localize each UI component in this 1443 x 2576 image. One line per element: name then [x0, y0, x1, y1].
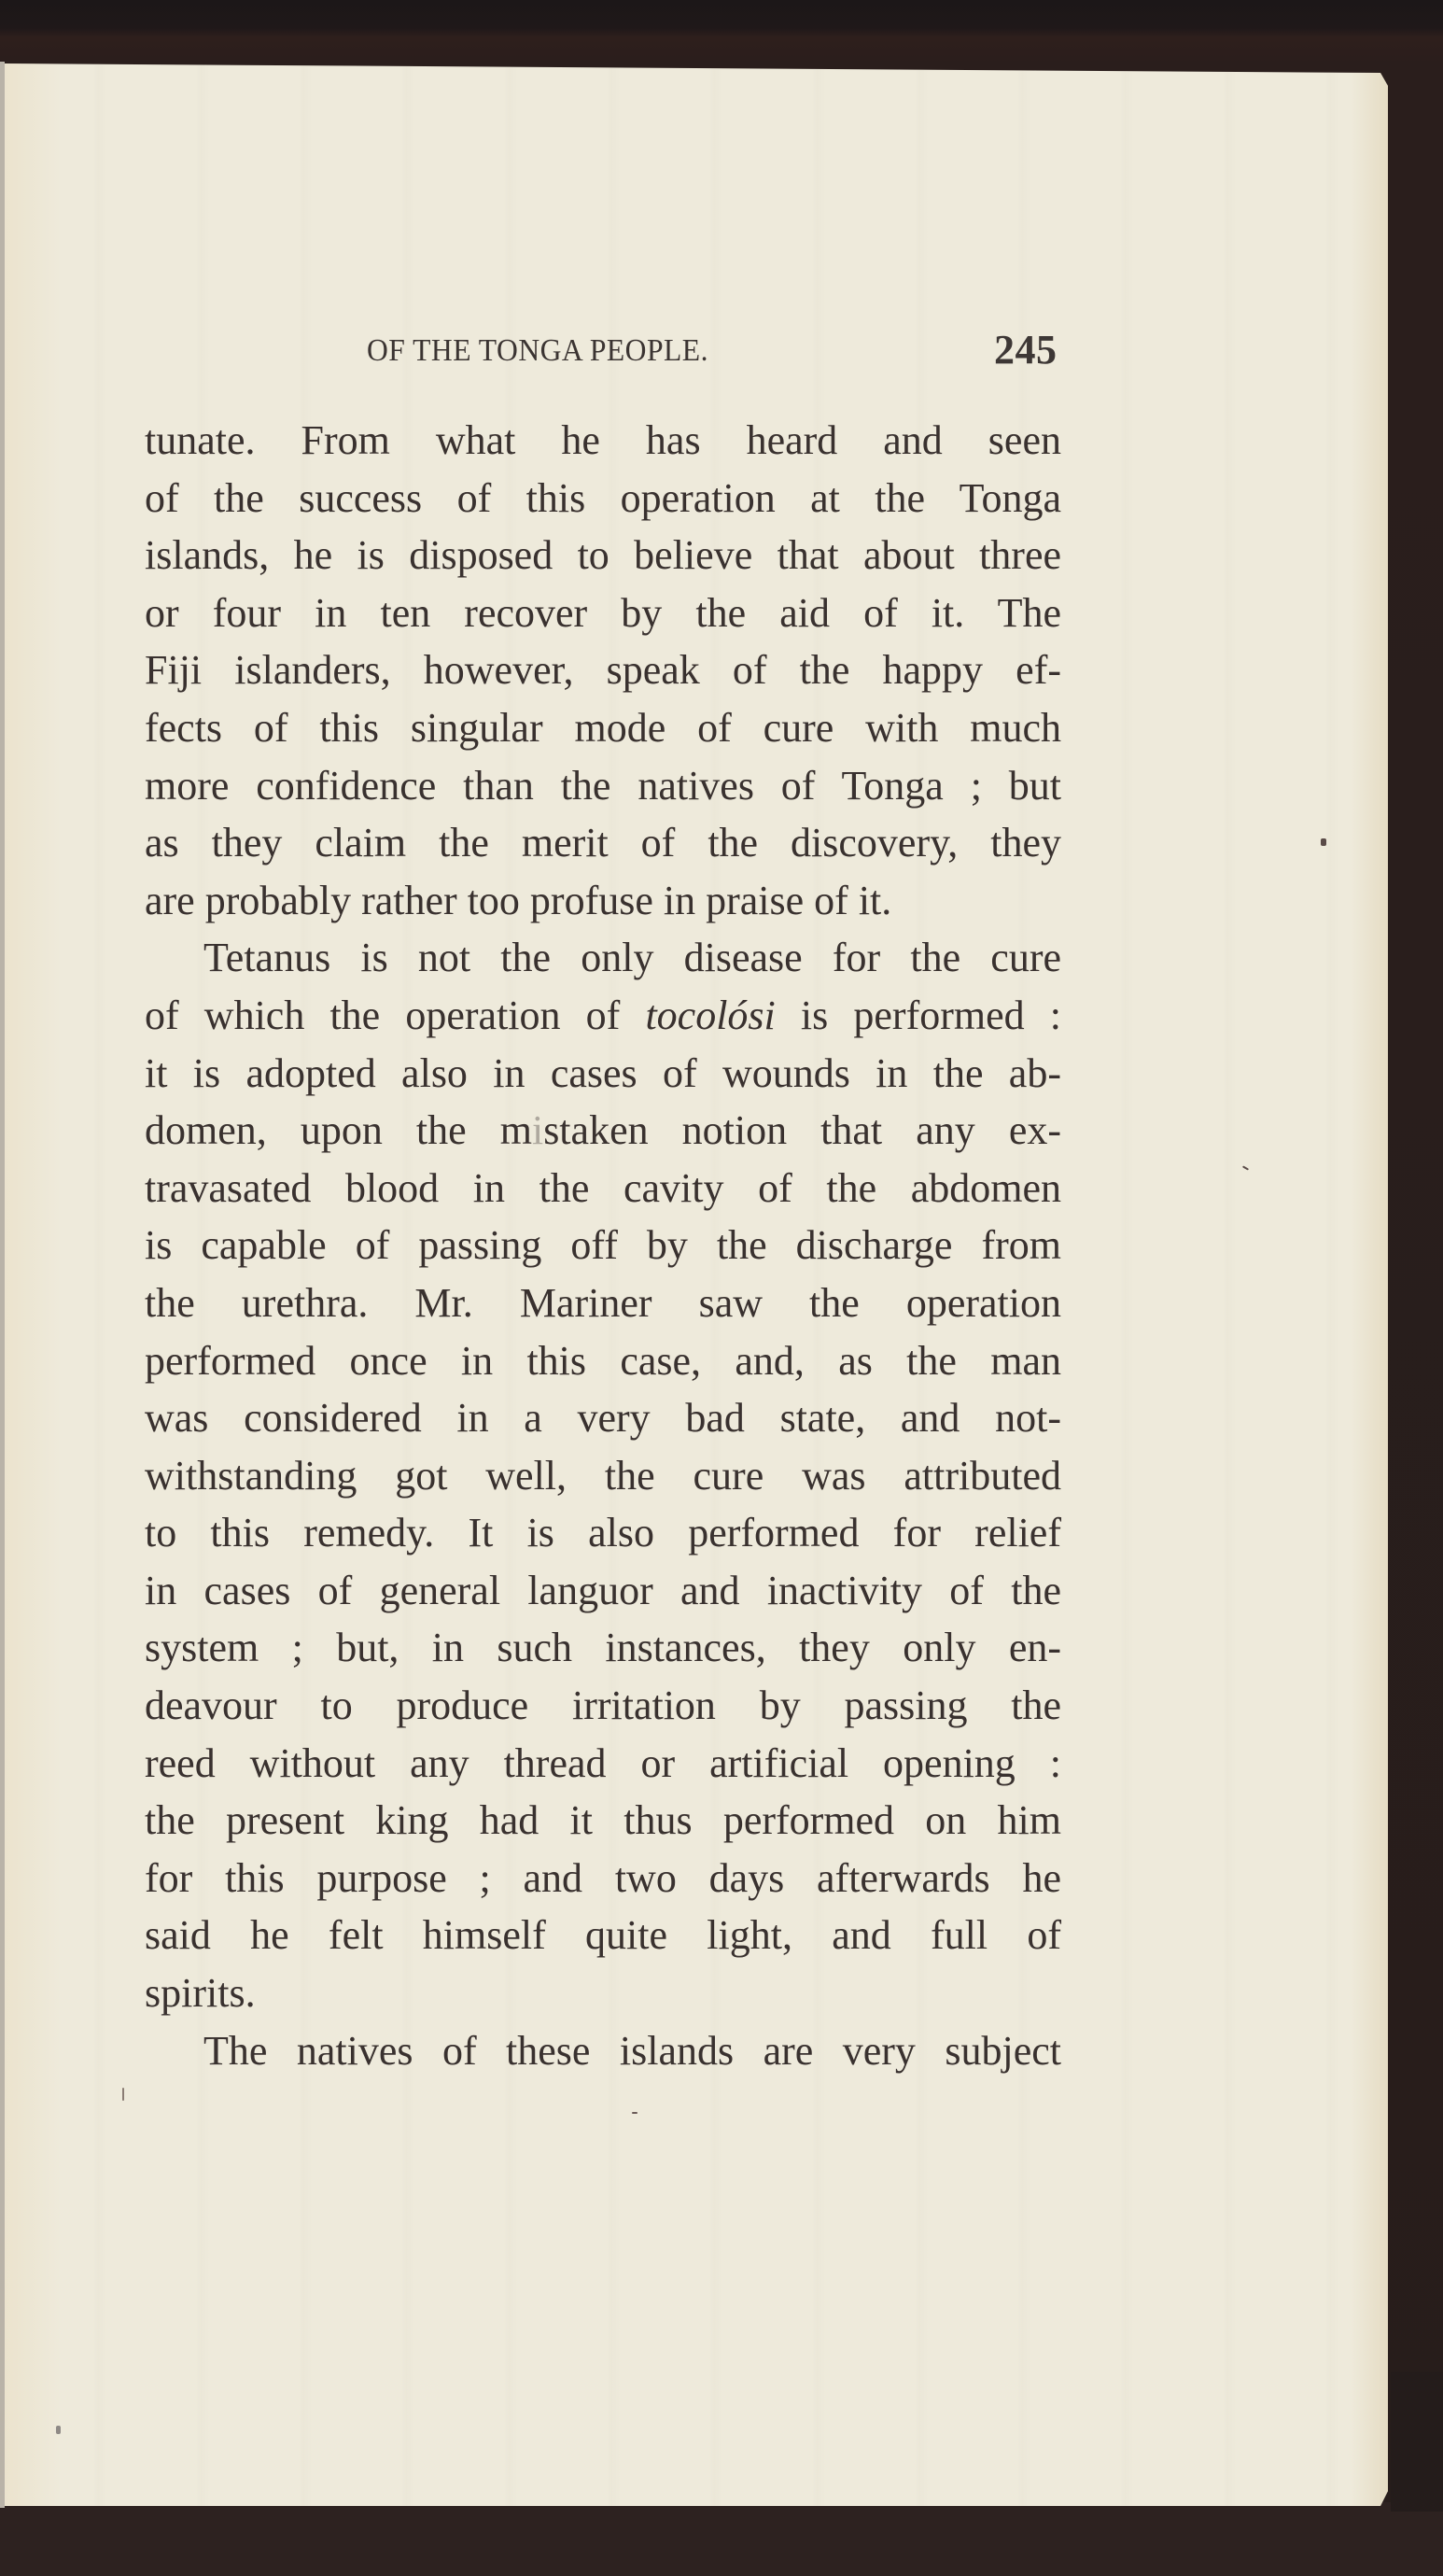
text-line: are probably rather too profuse in praise of it.: [145, 877, 892, 923]
text-line: Tetanus is not the only disease for the cure: [203, 935, 1061, 981]
text-line: the urethra. Mr. Mariner saw the operation: [145, 1279, 1061, 1326]
italic-term: tocolósi: [645, 992, 776, 1038]
text-line: system ; but, in such instances, they only en-: [145, 1625, 1061, 1671]
text-line: withstanding got well, the cure was attributed: [145, 1452, 1061, 1499]
running-head-title: OF THE TONGA PEOPLE.: [367, 333, 708, 368]
text-line: for this purpose ; and two days afterwards he: [145, 1854, 1061, 1901]
worn-glyph: i: [531, 1107, 544, 1154]
text-line: spirits.: [145, 1970, 256, 2017]
text-line: in cases of general languor and inactivity of the: [145, 1567, 1061, 1613]
paper-speck: [56, 2426, 61, 2434]
page-number: 245: [994, 327, 1058, 373]
text-span: staken notion that any ex-: [543, 1107, 1062, 1154]
running-head: [367, 327, 1076, 374]
page-gutter-strip: [0, 62, 5, 2508]
text-line: more confidence than the natives of Tonga ; but: [145, 762, 1061, 809]
scanner-background-right: [1391, 2372, 1443, 2512]
text-line: performed once in this case, and, as the man: [145, 1337, 1061, 1384]
text-line: to this remedy. It is also performed for relief: [145, 1510, 1061, 1556]
text-line: deavour to produce irritation by passing the: [145, 1682, 1061, 1729]
text-line: tunate. From what he has heard and seen: [145, 417, 1061, 463]
text-line-with-italic: [145, 987, 1061, 1045]
body-text: [145, 412, 1061, 2079]
scanner-background-bottom: [0, 2502, 1443, 2576]
text-line: the present king had it thus performed on him: [145, 1797, 1061, 1844]
text-line-with-worn-glyph: [145, 1102, 1061, 1160]
text-line: as they claim the merit of the discovery, they: [145, 820, 1061, 866]
text-line: is capable of passing off by the discharge from: [145, 1222, 1061, 1269]
text-line: or four in ten recover by the aid of it. The: [145, 589, 1061, 636]
text-line: said he felt himself quite light, and full of: [145, 1912, 1061, 1959]
text-line: islands, he is disposed to believe that about three: [145, 532, 1061, 579]
text-span: is performed :: [775, 992, 1062, 1038]
text-line: travasated blood in the cavity of the abdomen: [145, 1164, 1061, 1211]
paper-speck: [122, 2088, 124, 2101]
paper-speck: [632, 2112, 637, 2114]
text-line: reed without any thread or artificial opening :: [145, 1739, 1061, 1786]
text-line: The natives of these islands are very subject: [203, 2027, 1061, 2074]
text-line: Fiji islanders, however, speak of the happy ef-: [145, 647, 1061, 694]
text-span: domen, upon the m: [145, 1107, 532, 1154]
text-span: of which the operation of: [145, 992, 646, 1038]
text-line: was considered in a very bad state, and not-: [145, 1395, 1061, 1442]
text-line: of the success of this operation at the Tonga: [145, 474, 1061, 521]
text-line: fects of this singular mode of cure with much: [145, 704, 1061, 751]
paper-speck: [1321, 838, 1326, 846]
text-line: it is adopted also in cases of wounds in the ab-: [145, 1049, 1061, 1096]
